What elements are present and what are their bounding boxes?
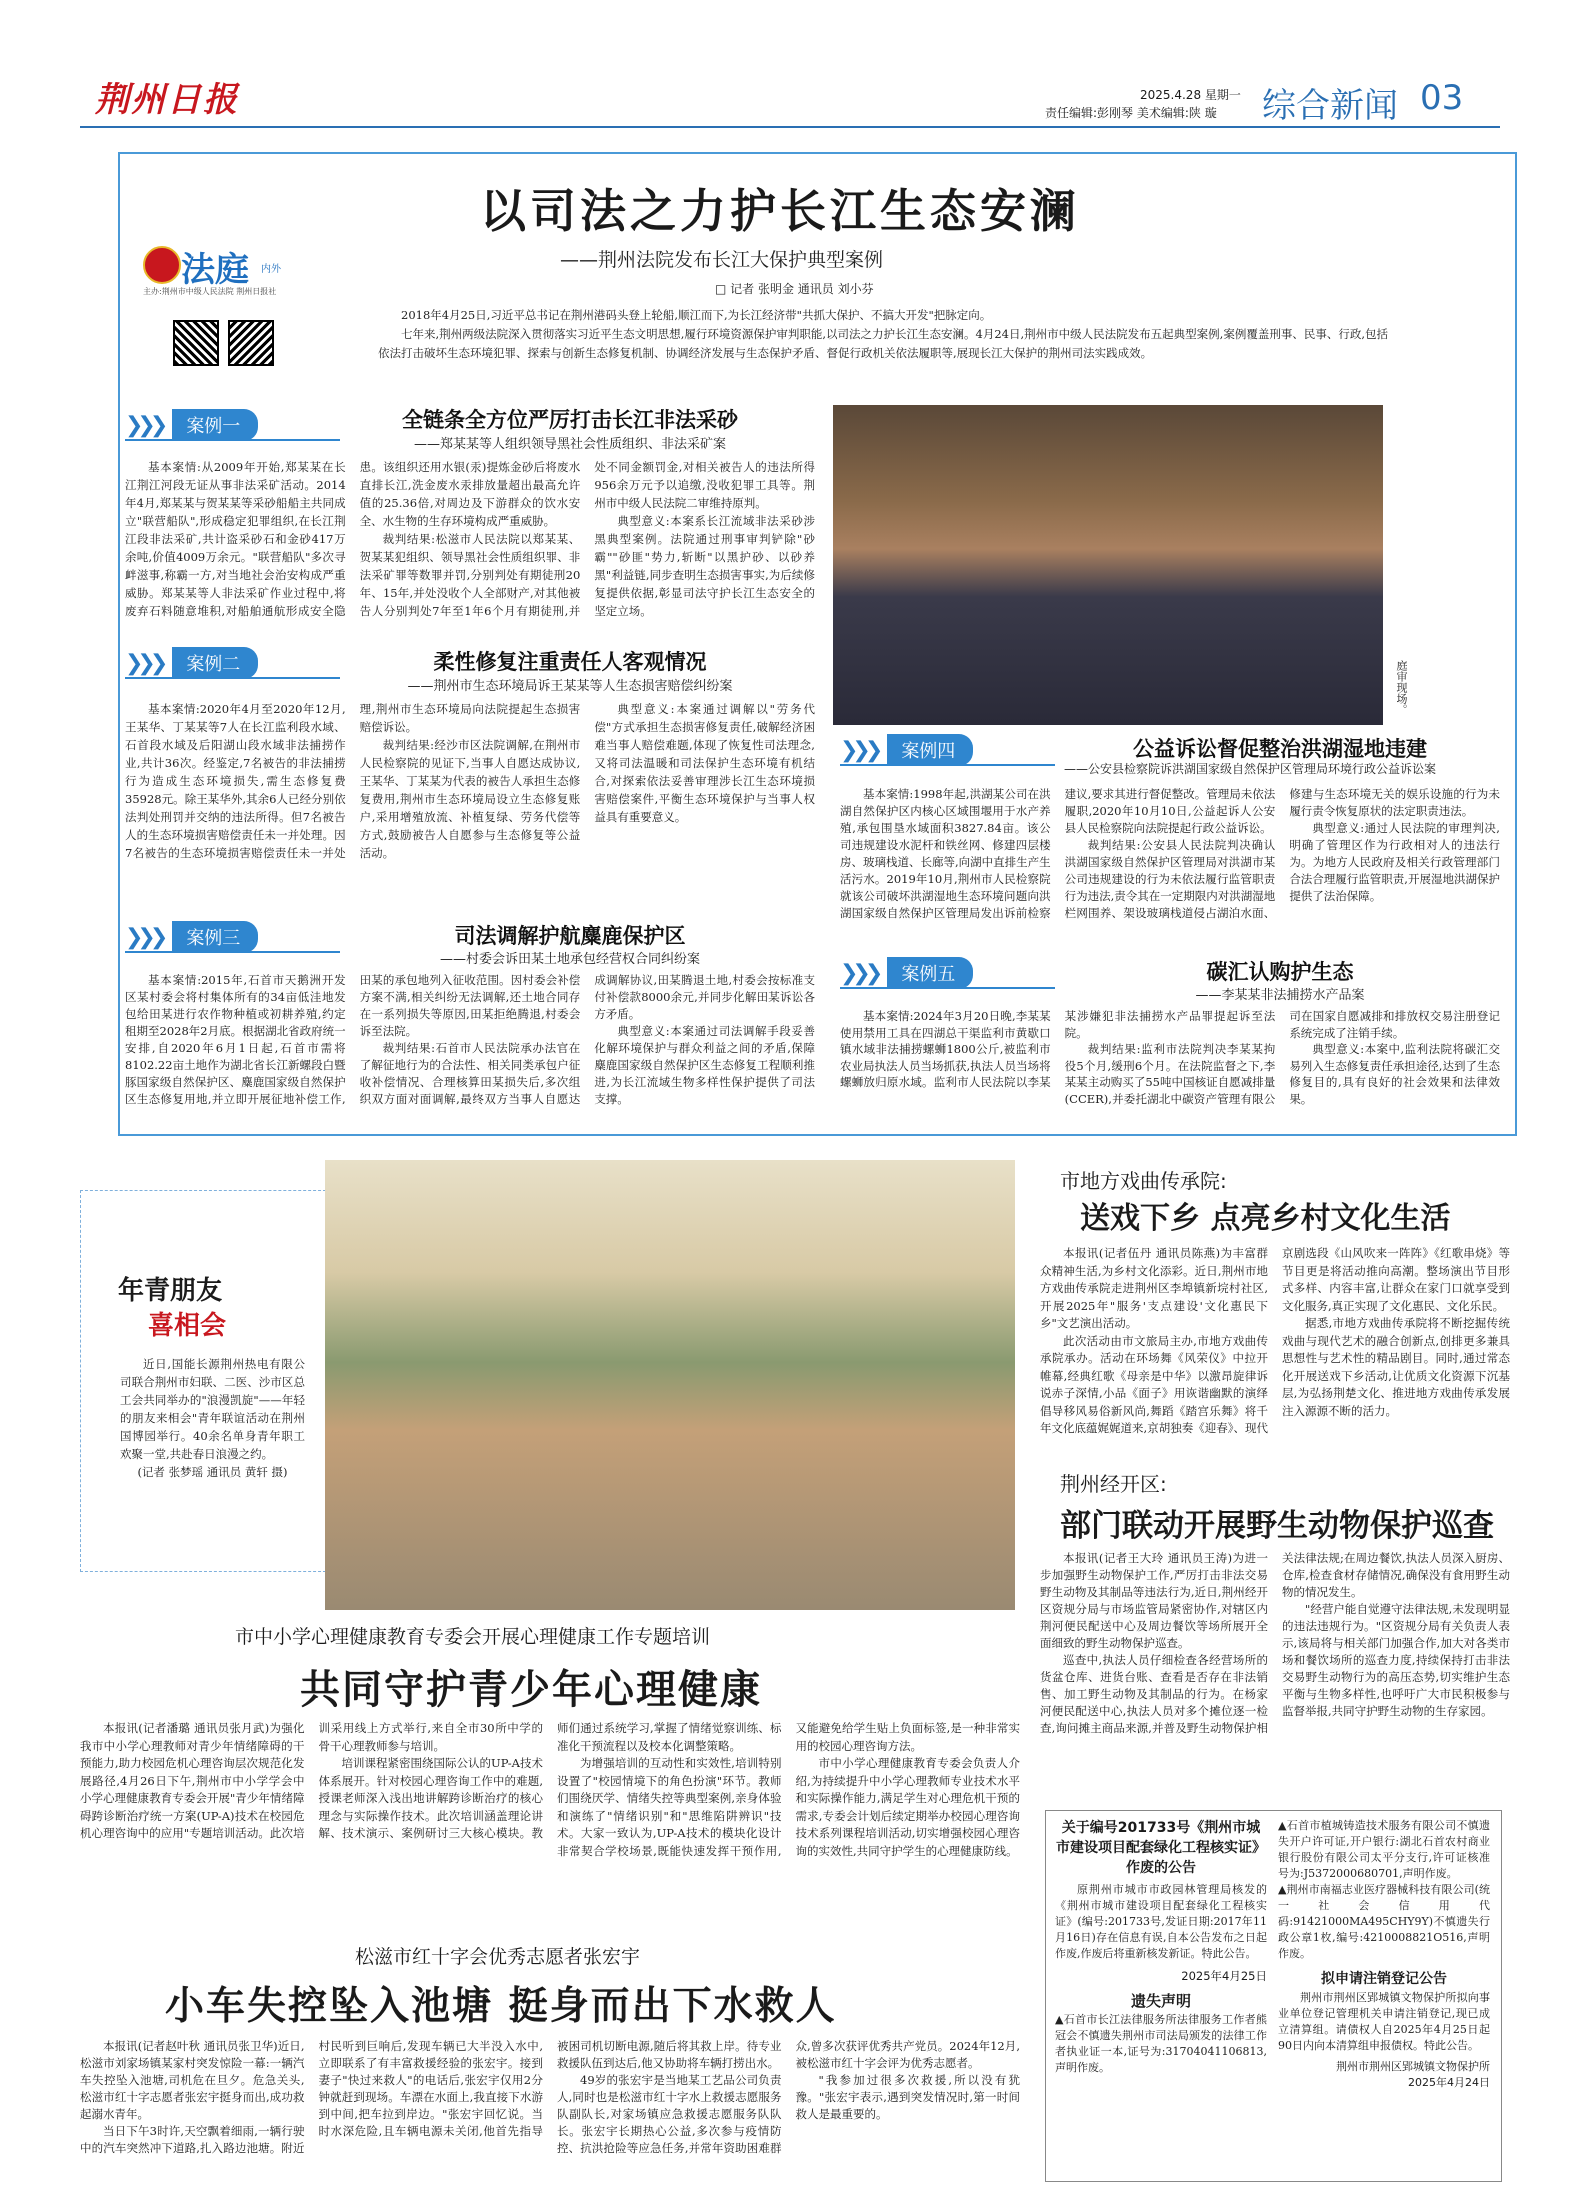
youth-title-line2: 喜相会 — [148, 1311, 227, 1341]
photo-caption: 庭审现场。 — [1395, 660, 1408, 715]
wildlife-paragraph: "经营户能自觉遵守法律法规,未发现明显的违法违规行为。"区资规分局有关负责人表示,该局将与相关部门加强合作,加大对各类市场和餐饮场所的巡查力度,持续保持打击非法交易野生动物行为的高压态势,切实维护生态平衡与生物多样性,也呼吁广大市民积极参与监督举报,共同守护野生动物的生存家园。 — [1282, 1602, 1510, 1718]
notice1-body: 原荆州市城市市政园林管理局核发的《荆州市城市建设项目配套绿化工程核实证》(编号:201733号,发证日期:2017年11月16日)存在信息有误,自本公告发布之日起作废,作废后将重新核发新证。特此公告。 — [1055, 1883, 1267, 1960]
case3-tag — [125, 922, 340, 952]
mental-kicker: 市中小学心理健康教育专委会开展心理健康工作专题培训 — [235, 1626, 711, 1648]
mental-title: 共同守护青少年心理健康 — [300, 1666, 762, 1713]
case1-body — [125, 458, 815, 638]
case-paragraph: 裁判结果:经沙市区法院调解,在荆州市人民检察院的见证下,当事人自愿达成协议,王某华、丁某某为代表的被告人承担生态修复费用,荆州市生态环境局设立生态修复账户,采用增殖放流、补植复绿、劳务代偿等方式,鼓励被告人自愿参与生态修复等公益活动。 — [359, 738, 581, 860]
intro-paragraph: 七年来,荆州两级法院深入贯彻落实习近平生态文明思想,履行环境资源保护审判职能,以司法之力护长江生态安澜。4月24日,荆州市中级人民法院发布五起典型案例,案例覆盖刑事、民事、行政,包括依法打击破坏生态环境犯罪、探索与创新生态修复机制、协调经济发展与生态保护矛盾、督促行政机关依法履职等,展现长江大保护的荆州司法实践成效。 — [378, 327, 1388, 360]
mental-paragraph: 为增强培训的互动性和实效性,培训特别设置了"校园情境下的角色扮演"环节。教师们围绕厌学、情绪失控等典型案例,亲身体验和演练了"情绪识别"和"思维陷阱辨识"技术。大家一致认为,UP-A技术的模块化设计非常契合学校场景,既能快速发挥干预作用,又能避免给学生贴上负面标签,是一种非常实用的校园心理咨询方法。 — [557, 1721, 1020, 1858]
case-paragraph: 裁判结果:监利市法院判决李某某拘役5个月,缓刑6个月。在法院监督之下,李某某主动购买了55吨中国核证自愿减排量(CCER),并委托湖北中碳资产管理有限公司在国家自愿减排和排放权交易注册登记系统完成了注销手续。 — [1064, 1009, 1500, 1106]
column-logo-small: 内外 — [261, 264, 281, 275]
case-paragraph: 基本案情:2020年4月至2020年12月,王某华、丁某某等7人在长江监利段水域、石首段水域及后阳湖山段水域非法捕捞作业,共计36次。经鉴定,7名被告的非法捕捞行为造成生态环境损失,需生态修复费35928元。除王某华外,其余6人已经分别依法判处刑罚并交纳的违法所得。但7名被告人的生态环境损害赔偿责任未一并处理。因7名被告的生态环境损害赔偿责任未一并处理,荆州市生态环境局向法院提起生态损害赔偿诉讼。 — [125, 702, 581, 860]
case-label: 案例三 — [172, 921, 258, 953]
opera-title: 送戏下乡 点亮乡村文化生活 — [1080, 1201, 1451, 1236]
wildlife-title: 部门联动开展野生动物保护巡查 — [1060, 1508, 1494, 1544]
case2-tag — [125, 648, 340, 678]
courtroom-photo — [833, 405, 1383, 725]
lost-item: ▲石首市长江法律服务所法律服务工作者熊冠会不慎遗失荆州市司法局颁发的法律工作者执业证一本,证号为:31704041106813,声明作废。 — [1055, 2013, 1267, 2074]
case-paragraph: 裁判结果:公安县人民法院判决确认洪湖国家级自然保护区管理局对洪湖市某公司违规建设的行为未依法履行监管职责行为违法,责令其在一定期限内对洪湖湿地栏网围养、架设玻璃栈道侵占湖泊水面、修建与生态环境无关的娱乐设施的行为未履行责令恢复原状的法定职责违法。 — [1064, 787, 1500, 920]
rescue-kicker: 松滋市红十字会优秀志愿者张宏宇 — [355, 1946, 641, 1968]
case-paragraph: 典型意义:通过人民法院的审理判决,明确了管理区作为行政相对人的违法行为。为地方人民政府及相关行政管理部门合法合理履行监管职责,开展湿地洪湖保护提供了法治保障。 — [1289, 821, 1500, 903]
case5-body — [840, 1008, 1500, 1126]
youth-paragraph: 近日,国能长源荆州热电有限公司联合荆州市妇联、二医、沙市区总工会共同举办的"浪漫凯旋"——年轻的朋友来相会"青年联谊活动在荆州国博园举行。40余名单身青年职工欢聚一堂,共赴春日浪漫之约。 — [120, 1357, 305, 1461]
masthead — [0, 0, 1583, 130]
case1-tag — [125, 410, 340, 440]
notices-left-col — [1055, 1818, 1267, 2076]
case-label: 案例二 — [172, 647, 258, 679]
case3-title: 司法调解护航麋鹿保护区 — [454, 924, 686, 948]
mental-paragraph: 本报讯(记者潘璐 通讯员张月武)为强化我市中小学心理教师对青少年情绪障碍的干预能力,助力校园危机心理咨询层次规范化发展路径,4月26日下午,荆州市中小学学会中小学心理健康教育专委会开展"青少年情绪障碍跨诊断治疗统一方案(UP-A)技术在校园危机心理咨询中的应用"专题培训活动。此次培训采用线上方式举行,来自全市30所中学的骨干心理教师参与培训。 — [80, 1721, 543, 1840]
case5-tag — [840, 958, 1055, 988]
case-paragraph: 裁判结果:石首市人民法院承办法官在了解征地行为的合法性、相关同类承包户征收补偿情况、合理核算田某损失后,多次组织双方面对面调解,最终双方当事人自愿达成调解协议,田某腾退土地,村委会按标准支付补偿款8000余元,并同步化解田某诉讼各方矛盾。 — [359, 973, 815, 1106]
cancel-sign: 荆州市荆州区郢城镇文物保护所 — [1336, 2060, 1490, 2073]
feature-subtitle: ——荆州法院发布长江大保护典型案例 — [560, 249, 884, 271]
editor-credits: 责任编辑:彭刚琴 美术编辑:陕 璇 — [1045, 106, 1217, 120]
wildlife-body — [1040, 1550, 1510, 1790]
opera-paragraph: 据悉,市地方戏曲传承院将不断挖掘传统戏曲与现代艺术的融合创新点,创排更多兼具思想性与艺术性的精品剧目。同时,通过常态化开展送戏下乡活动,让优质文化资源下沉基层,为弘扬荆楚文化、推进地方戏曲传承发展注入源源不断的活力。 — [1282, 1316, 1510, 1418]
court-emblem-icon — [143, 246, 181, 284]
opera-paragraph: 此次活动由市文旅局主办,市地方戏曲传承院承办。活动在环场舞《风荣仪》中拉开帷幕,经典红歌《母亲是中华》以激昂旋律诉说赤子深情,小品《面子》用诙谐幽默的演绎倡导移风易俗新风尚,舞蹈《踏宫乐舞》将千年文化底蕴娓娓道来,京胡独奏《迎春》、现代京剧选段《山风吹来一阵阵》《红歌串烧》等节目更是将活动推向高潮。整场演出节目形式多样、内容丰富,让群众在家门口就享受到文化服务,真正实现了文化惠民、文化乐民。 — [1040, 1246, 1510, 1435]
mental-paragraph: 培训课程紧密围绕国际公认的UP-A技术体系展开。针对校园心理咨询工作中的难题,授课老师深入浅出地讲解跨诊断治疗的核心理念与实际操作技术。此次培训涵盖理论讲解、技术演示、案例研讨三大核心模块。教师们通过系统学习,掌握了情绪觉察训练、标准化干预流程以及校本化调整策略。 — [318, 1721, 782, 1840]
lost-item: ▲石首市植城铸造技术服务有限公司不慎遗失开户许可证,开户银行:湖北石首农村商业银行股份有限公司太平分支行,许可证核准号为:J5372000680701,声明作废。 — [1278, 1819, 1490, 1880]
page-number: 03 — [1420, 78, 1464, 118]
case5-subtitle: ——李某某非法捕捞水产品案 — [1195, 988, 1365, 1003]
youth-body — [120, 1355, 305, 1481]
opera-kicker: 市地方戏曲传承院: — [1060, 1169, 1227, 1193]
intro-paragraph: 2018年4月25日,习近平总书记在荆州港码头登上轮船,顺江而下,为长江经济带"共抓大保护、不搞大开发"把脉定向。 — [401, 308, 992, 322]
wildlife-paragraph: 巡查中,执法人员仔细检查各经营场所的货盆仓库、进货台账、查看是否存在非法销售、加工野生动物及其制品的行为。在杨家河便民配送中心,执法人员对多个摊位逐一检查,询问摊主商品来源,并普及野生动物保护相关法律法规;在周边餐饮,执法人员深入厨房、仓库,检查食材存储情况,确保没有食用野生动物的情况发生。 — [1040, 1551, 1510, 1735]
chevron-icon: ❯❯❯ — [125, 412, 163, 438]
case-paragraph: 基本案情:2015年,石首市天鹅洲开发区某村委会将村集体所有的34亩低洼地发包给田某进行农作物种植或初耕养殖,约定租期至2028年2月底。根据湖北省政府统一安排,自2020年6月1日起,石首市需将8102.22亩土地作为湖北省长江新螺段白暨豚国家级自然保护区、麋鹿国家级自然保护区生态修复用地,并立即开展征地补偿工作,田某的承包地列入征收范围。因村委会补偿方案不满,相关纠纷无法调解,还土地合同存在一系列损失等原因,田某拒绝腾退,村委会诉至法院。 — [125, 973, 581, 1106]
case2-subtitle: ——荆州市生态环境局诉王某某等人生态损害赔偿纠纷案 — [407, 679, 733, 694]
chevron-icon: ❯❯❯ — [125, 924, 163, 950]
youth-title-line1: 年青朋友 — [118, 1276, 223, 1306]
case3-body — [125, 972, 815, 1122]
opera-paragraph: 本报讯(记者伍丹 通讯员陈燕)为丰富群众精神生活,为乡村文化添彩。近日,荆州市地方戏曲传承院走进荆州区李埠镇新垸村社区,开展2025年"服务'支点建设'文化惠民下乡"文艺演出活动。 — [1040, 1246, 1268, 1330]
notice1-sign: 2025年4月25日 — [1181, 1969, 1267, 1983]
case-paragraph: 典型意义:本案中,监利法院将碳汇交易列入生态修复责任承担途径,达到了生态修复目的,具有良好的社会效果和法律效果。 — [1289, 1042, 1500, 1106]
mental-paragraph: 市中小学心理健康教育专委会负责人介绍,为持续提升中小学心理教师专业技术水平和实际操作能力,满足学生对心理危机干预的需求,专委会计划后续定期举办校园心理咨询技术系列课程培训活动,切实增强校园心理咨询的实效性,共同守护学生的心理健康防线。 — [795, 1756, 1020, 1858]
cancel-date: 2025年4月24日 — [1408, 2076, 1490, 2089]
case-paragraph: 基本案情:从2009年开始,郑某某在长江荆江河段无证从事非法采矿活动。2014年4月,郑某某与贺某某等采砂船船主共同成立"联营船队",形成稳定犯罪组织,在长江荆江段非法采矿,共计盗采砂石和金砂417万余吨,价值4009万余元。"联营船队"多次寻衅滋事,称霸一方,对当地社会治安构成严重威胁。郑某某等人非法采矿作业过程中,将废弃石料随意堆积,对船舶通航形成安全隐患。该组织还用水银(汞)提炼金砂后将废水直排长江,洗金废水汞排放量超出最高允许值的25.36倍,对周边及下游群众的饮水安全、水生物的生存环境构成严重威胁。 — [125, 460, 581, 618]
chevron-icon: ❯❯❯ — [125, 650, 163, 676]
feature-title: 以司法之力护长江生态安澜 — [480, 184, 1080, 238]
masthead-rule — [80, 126, 1500, 128]
wildlife-kicker: 荆州经开区: — [1060, 1472, 1167, 1496]
wildlife-paragraph: 本报讯(记者王大玲 通讯员王涛)为进一步加强野生动物保护工作,严厉打击非法交易野生动物及其制品等违法行为,近日,荆州经开区资规分局与市场监管局紧密协作,对辖区内荆河便民配送中心及周边餐饮等场所展开全面细致的野生动物保护巡查。 — [1040, 1551, 1268, 1650]
chevron-icon: ❯❯❯ — [840, 737, 878, 763]
qr-code-icon — [173, 320, 219, 366]
case-paragraph: 裁判结果:松滋市人民法院以郑某某、贺某某犯组织、领导黑社会性质组织罪、非法采矿罪等数罪并罚,分别判处有期徒刑20年、15年,并处没收个人全部财产,对其他被告人分别判处7年至1年6个月有期徒刑,并处不同金额罚金,对相关被告人的违法所得956余万元予以追缴,没收犯罪工具等。荆州市中级人民法院二审维持原判。 — [359, 460, 815, 618]
issue-date: 2025.4.28 星期一 — [1140, 88, 1241, 102]
rescue-body — [80, 2038, 1020, 2188]
qr-code-icon — [228, 320, 274, 366]
case1-title: 全链条全方位严厉打击长江非法采砂 — [402, 408, 738, 432]
case-paragraph: 典型意义:本案通过调解以"劳务代偿"方式承担生态损害修复责任,破解经济困难当事人赔偿难题,体现了恢复性司法理念,又将司法温暖和司法保护生态环境有机结合,对探索依法妥善审理涉长江生态环境损害赔偿案件,平衡生态环境保护与当事人权益具有重要意义。 — [594, 702, 815, 824]
column-host: 主办:荆州市中级人民法院 荆州日报社 — [143, 287, 277, 296]
case-label: 案例五 — [887, 957, 973, 989]
notices-right-col — [1278, 1818, 1490, 2090]
case2-body — [125, 700, 815, 905]
case-paragraph: 典型意义:本案通过司法调解手段妥善化解环境保护与群众利益之间的矛盾,保障麋鹿国家级自然保护区生态修复工程顺利推进,为长江流域生物多样性保护提供了司法支撑。 — [594, 1024, 815, 1106]
rescue-paragraph: "我参加过很多次救援,所以没有犹豫。"张宏宇表示,遇到突发情况时,第一时间救人是最重要的。 — [795, 2073, 1020, 2121]
cancel-title: 拟申请注销登记公告 — [1321, 1971, 1447, 1987]
cancel-body: 荆州市荆州区郢城镇文物保护所拟向事业单位登记管理机关申请注销登记,现已成立清算组。请债权人自2025年4月25日起90日内向本清算组申报债权。特此公告。 — [1278, 1991, 1490, 2052]
youth-event-photo — [325, 1160, 1015, 1610]
lost-item: ▲荆州市南福志业医疗器械科技有限公司(统一社会信用代码:91421000MA495CHY9Y)不慎遗失行政公章1枚,编号:4210008821O516,声明作废。 — [1278, 1883, 1490, 1960]
case-paragraph: 典型意义:本案系长江流域非法采砂涉黑典型案例。法院通过刑事审判铲除"砂霸""砂匪"势力,斩断"以黑护砂、以砂养黑"利益链,同步查明生态损害事实,为后续修复提供依据,彰显司法守护长江生态安全的坚定立场。 — [594, 514, 815, 618]
rescue-paragraph: 本报讯(记者赵叶秋 通讯员张卫华)近日,松滋市刘家场镇某家村突发惊险一幕:一辆汽车失控坠入池塘,司机危在旦夕。危急关头,松滋市红十字志愿者张宏宇挺身而出,成功救起溺水青年。 — [80, 2039, 305, 2121]
case-label: 案例四 — [887, 734, 973, 766]
case3-subtitle: ——村委会诉田某土地承包经营权合同纠纷案 — [439, 952, 700, 967]
case4-subtitle: ——公安县检察院诉洪湖国家级自然保护区管理局环境行政公益诉讼案 — [1063, 762, 1436, 776]
youth-credit: (记者 张梦瑶 通讯员 黄轩 摄) — [137, 1465, 288, 1479]
mental-body — [80, 1720, 1020, 1930]
case-paragraph: 基本案情:2024年3月20日晚,李某某使用禁用工具在四湖总干渠监利市黄歇口镇水域非法捕捞螺蛳1800公斤,被监利市农业局执法人员当场抓获,执法人员当场将螺蛳放归原水域。监利市人民法院以李某某涉嫌犯非法捕捞水产品罪提起诉至法院。 — [840, 1009, 1276, 1089]
case4-title: 公益诉讼督促整治洪湖湿地违建 — [1133, 737, 1427, 761]
notice1-title: 关于编号201733号《荆州市城市建设项目配套绿化工程核实证》作废的公告 — [1056, 1820, 1266, 1876]
case-paragraph: 基本案情:1998年起,洪湖某公司在洪湖自然保护区内核心区域围堰用于水产养殖,承包围垦水域面积3827.84亩。该公司违规建设水泥杆和铁丝网、修建四层楼房、玻璃栈道、长廊等,向湖中直排生产生活污水。2019年10月,荆州市人民检察院就该公司破坏洪湖湿地生态环境问题向洪湖国家级自然保护区管理局发出诉前检察建议,要求其进行督促整改。管理局未依法履职,2020年10月10日,公益起诉人公安县人民检察院向法院提起行政公益诉讼。 — [840, 787, 1276, 920]
case5-title: 碳汇认购护生态 — [1206, 960, 1354, 984]
lost-title: 遗失声明 — [1130, 1992, 1191, 2010]
case1-subtitle: ——郑某某等人组织领导黑社会性质组织、非法采矿案 — [413, 437, 726, 452]
feature-byline: □ 记者 张明金 通讯员 刘小芬 — [715, 282, 874, 296]
case2-title: 柔性修复注重责任人客观情况 — [433, 650, 707, 674]
section-name: 综合新闻 — [1262, 86, 1398, 126]
opera-body — [1040, 1245, 1510, 1485]
case4-body — [840, 786, 1500, 956]
newspaper-logo: 荆州日报 — [95, 80, 239, 120]
feature-intro — [378, 306, 1388, 363]
rescue-paragraph: 当日下午3时许,天空飘着细雨,一辆行驶中的汽车突然冲下道路,扎入路边池塘。附近村民听到巨响后,发现车辆已大半没入水中,立即联系了有丰富救援经验的张宏宇。接到妻子"快过来救人"的电话后,张宏宇仅用2分钟就赶到现场。车漂在水面上,我直接下水游到中间,把车拉到岸边。"张宏宇回忆说。当时水深危险,且车辆电源未关闭,他首先指导被困司机切断电源,随后将其救上岸。待专业救援队伍到达后,他又协助将车辆打捞出水。 — [80, 2039, 782, 2155]
column-logo-text: 法庭 — [181, 250, 249, 290]
column-logo-block — [133, 240, 303, 370]
rescue-paragraph: 49岁的张宏宇是当地某工艺品公司负责人,同时也是松滋市红十字水上救援志愿服务队副队长,对家场镇应急救援志愿服务队队长。张宏宇长期热心公益,多次参与疫情防控、抗洪抢险等应急任务,并常年资助困难群众,曾多次获评优秀共产党员。2024年12月,被松滋市红十字会评为优秀志愿者。 — [557, 2039, 1020, 2155]
rescue-title: 小车失控坠入池塘 挺身而出下水救人 — [165, 1983, 837, 2029]
chevron-icon: ❯❯❯ — [840, 960, 878, 986]
case-label: 案例一 — [172, 409, 258, 441]
